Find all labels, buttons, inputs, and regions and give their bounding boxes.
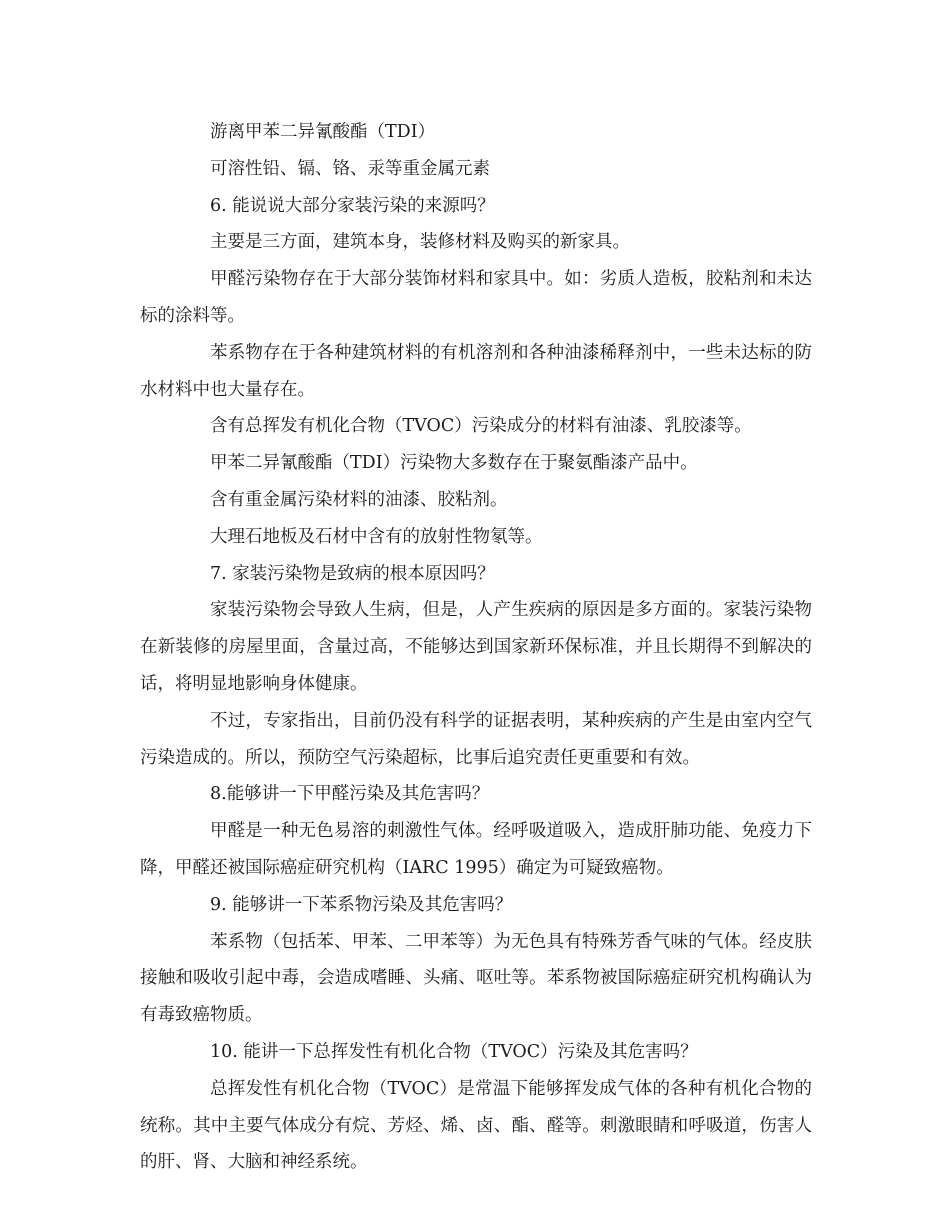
question-9-heading: 9. 能够讲一下苯系物污染及其危害吗？ <box>210 894 513 915</box>
answer-8-paragraph: 甲醛是一种无色易溶的刺激性气体。经呼吸道吸入，造成肝肺功能、免疫力下降，甲醛还被国际癌症研究机构（IARC 1995）确定为可疑致癌物。 <box>140 821 812 878</box>
text-line-tdi: 游离甲苯二异氰酸酯（TDI） <box>210 122 436 142</box>
answer-6-benzene: 苯系物存在于各种建筑材料的有机溶剂和各种油漆稀释剂中，一些未达标的防水材料中也大量存在。 <box>140 342 812 400</box>
answer-6-heavy-metal: 含有重金属污染材料的油漆、胶粘剂。 <box>210 489 508 510</box>
question-7-heading: 7. 家装污染物是致病的根本原因吗？ <box>210 563 495 584</box>
answer-6-formaldehyde: 甲醛污染物存在于大部分装饰材料和家具中。如：劣质人造板，胶粘剂和未达标的涂料等。 <box>140 269 812 326</box>
answer-7-paragraph-2: 不过，专家指出，目前仍没有科学的证据表明，某种疾病的产生是由室内空气污染造成的。所以，预防空气污染超标，比事后追究责任更重要和有效。 <box>140 710 812 768</box>
question-6-heading: 6. 能说说大部分家装污染的来源吗？ <box>210 195 495 216</box>
question-8-heading: 8.能够讲一下甲醛污染及其危害吗？ <box>210 784 490 805</box>
answer-9-paragraph: 苯系物（包括苯、甲苯、二甲苯等）为无色具有特殊芳香气味的气体。经皮肤接触和吸收引起中毒，会造成嗜睡、头痛、呕吐等。苯系物被国际癌症研究机构确认为有毒致癌物质。 <box>140 931 812 1026</box>
answer-6-tdi: 甲苯二异氰酸酯（TDI）污染物大多数存在于聚氨酯漆产品中。 <box>210 453 698 474</box>
answer-6-intro: 主要是三方面，建筑本身，装修材料及购买的新家具。 <box>210 232 630 253</box>
text-line-heavy-metals: 可溶性铅、镉、铬、汞等重金属元素 <box>210 158 490 179</box>
answer-6-tvoc: 含有总挥发有机化合物（TVOC）污染成分的材料有油漆、乳胶漆等。 <box>210 416 752 437</box>
answer-7-paragraph-1: 家装污染物会导致人生病，但是，人产生疾病的原因是多方面的。家装污染物在新装修的房屋里面，含量过高，不能够达到国家新环保标准，并且长期得不到解决的话，将明显地影响身体健康。 <box>140 600 812 694</box>
answer-10-paragraph: 总挥发性有机化合物（TVOC）是常温下能够挥发成气体的各种有机化合物的统称。其中主要气体成分有烷、芳烃、烯、卤、酯、醛等。刺激眼睛和呼吸道，伤害人的肝、肾、大脑和神经系统。 <box>140 1078 812 1173</box>
answer-6-radon: 大理石地板及石材中含有的放射性物氡等。 <box>210 526 543 547</box>
document-body <box>140 114 812 1181</box>
question-10-heading: 10. 能讲一下总挥发性有机化合物（TVOC）污染及其危害吗？ <box>210 1041 698 1062</box>
